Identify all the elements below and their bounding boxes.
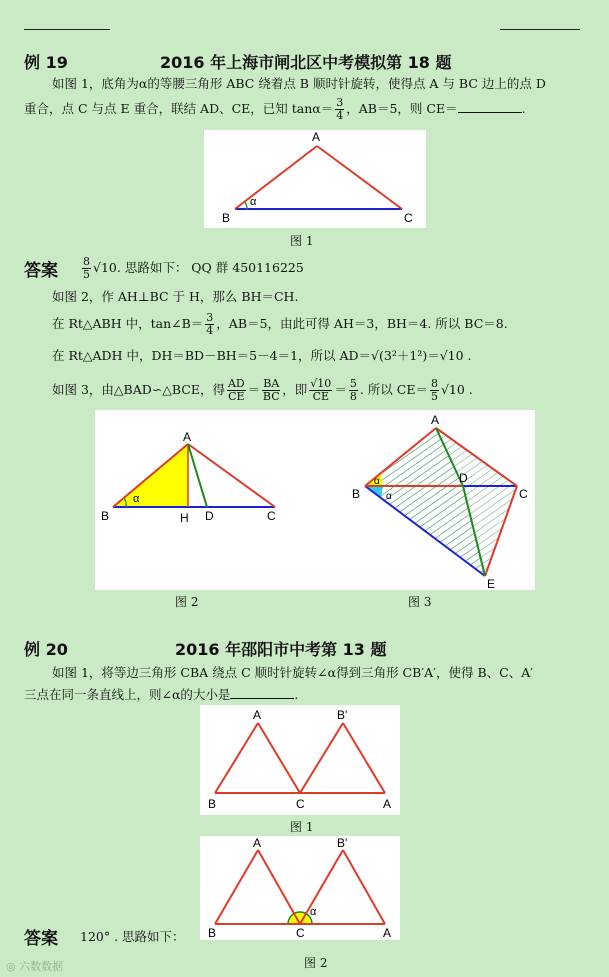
ex19-answer-text: $\frac{8}{5}$ √10. 思路如下： QQ 群 450116225 bbox=[83, 255, 304, 281]
segment-ac bbox=[258, 850, 300, 924]
ex20-answer-text: 120° . 思路如下： bbox=[80, 929, 185, 944]
ex19-solution-line2: 在 Rt△ABH 中，tan∠B＝ $\frac{3}{4}$ ，AB＝5，由此可得 AH＝3，BH＝4. 所以 BC＝8. bbox=[52, 311, 508, 337]
ex19-question-line1: 如图 1，底角为α的等腰三角形 ABC 绕着点 B 顺时针旋转，使得点 A 与 BC 边上的点 D bbox=[52, 76, 546, 91]
label-d: D bbox=[459, 471, 468, 485]
ex20-figure-1-svg bbox=[200, 705, 400, 815]
ex20-question-line1: 如图 1，将等边三角形 CBA 绕点 C 顺时针旋转∠α得到三角形 CB′A′，使得 B、C、A′ bbox=[52, 665, 534, 680]
ex20-figure-1 bbox=[200, 705, 400, 815]
ex19-solution-line4: 如图 3，由△BAD∽△BCE，得 $\frac{AD}{CE}$ ＝ $\frac{BA}{BC}$ ，即 $\frac{√10}{CE}$ ＝ $\frac{5}{8}$ . 所以 CE＝ $\frac{8}{5}$ √10 . bbox=[52, 377, 473, 403]
segment-ab bbox=[235, 146, 317, 209]
ex20-answer-label: 答案 bbox=[24, 929, 58, 949]
tan-fraction: $\frac{3}{4}$ bbox=[336, 96, 344, 122]
ex20-figure-2 bbox=[200, 836, 400, 940]
example-19-title: 2016 年上海市闸北区中考模拟第 18 题 bbox=[160, 53, 452, 72]
label-c: C bbox=[404, 211, 413, 225]
ex20-figure-2-svg bbox=[200, 836, 400, 940]
answer-blank bbox=[230, 686, 294, 699]
label-a-prime: A bbox=[383, 926, 392, 940]
label-alpha-2: α bbox=[386, 491, 392, 502]
label-c: C bbox=[519, 487, 528, 501]
ex20-fig2-caption: 图 2 bbox=[304, 956, 328, 970]
label-c: C bbox=[296, 797, 305, 811]
ex19-solution-line3: 在 Rt△ADH 中，DH＝BD－BH＝5－4＝1，所以 AD＝√(3²＋1²)＝√10 . bbox=[52, 348, 472, 363]
answer-blank bbox=[458, 100, 522, 113]
example-20-label: 例 20 bbox=[24, 640, 68, 659]
label-e: E bbox=[487, 577, 496, 590]
label-h: H bbox=[180, 511, 189, 525]
example-20-title: 2016 年邵阳市中考第 13 题 bbox=[175, 640, 387, 659]
label-alpha: α bbox=[310, 906, 317, 918]
segment-cb2 bbox=[300, 723, 343, 793]
segment-ba bbox=[215, 723, 258, 793]
angle-alpha-arc bbox=[244, 201, 247, 209]
header-rule-right bbox=[500, 29, 580, 30]
segment-b2a2 bbox=[343, 723, 385, 793]
label-b-prime: B' bbox=[337, 708, 348, 722]
label-alpha: α bbox=[250, 196, 257, 208]
segment-ac bbox=[188, 444, 275, 507]
answer-fraction: $\frac{8}{5}$ bbox=[83, 255, 90, 281]
ex19-question-line2: 重合，点 C 与点 E 重合，联结 AD、CE，已知 tanα＝ $\frac{3}{4}$ ，AB＝5，则 CE＝ . bbox=[24, 96, 526, 122]
label-b-prime: B' bbox=[337, 836, 348, 850]
label-a: A bbox=[253, 836, 262, 850]
ex19-figure-1 bbox=[204, 130, 426, 228]
label-b: B bbox=[208, 797, 217, 811]
label-a: A bbox=[431, 413, 440, 427]
watermark-icon: ◎ bbox=[6, 960, 16, 973]
segment-cb2 bbox=[300, 850, 343, 924]
ex20-fig1-caption: 图 1 bbox=[290, 820, 314, 834]
segment-b2a2 bbox=[343, 850, 385, 924]
ex20-question-line2: 三点在同一条直线上，则∠α的大小是 . bbox=[24, 687, 299, 702]
label-c: C bbox=[267, 509, 276, 523]
ex19-fig1-caption: 图 1 bbox=[290, 234, 314, 248]
segment-ad bbox=[188, 444, 207, 507]
segment-ac bbox=[258, 723, 300, 793]
example-19-label: 例 19 bbox=[24, 53, 68, 72]
header-rule-left bbox=[24, 29, 110, 30]
label-b: B bbox=[101, 509, 110, 523]
label-b: B bbox=[222, 211, 231, 225]
label-a: A bbox=[183, 430, 192, 444]
ex19-solution-line1: 如图 2，作 AH⊥BC 于 H，那么 BH＝CH. bbox=[52, 289, 299, 304]
label-b: B bbox=[352, 487, 361, 501]
label-c: C bbox=[296, 926, 305, 940]
segment-ac bbox=[317, 146, 402, 209]
label-a: A bbox=[312, 130, 321, 144]
label-d: D bbox=[205, 509, 214, 523]
ex19-figures-2-3-svg bbox=[95, 410, 535, 590]
watermark-logo: ◎ 六数数据 bbox=[6, 960, 64, 973]
ex19-figure-1-svg bbox=[204, 130, 426, 228]
label-a-prime: A bbox=[383, 797, 392, 811]
label-alpha: α bbox=[133, 493, 140, 505]
ex19-fig2-caption: 图 2 bbox=[175, 595, 199, 609]
ex19-fig3-caption: 图 3 bbox=[408, 595, 432, 609]
label-alpha-1: α bbox=[374, 476, 380, 487]
label-a: A bbox=[253, 708, 262, 722]
ex19-answer-label: 答案 bbox=[24, 261, 58, 281]
ex19-figures-2-3 bbox=[95, 410, 535, 590]
label-b: B bbox=[208, 926, 217, 940]
segment-ba bbox=[215, 850, 258, 924]
